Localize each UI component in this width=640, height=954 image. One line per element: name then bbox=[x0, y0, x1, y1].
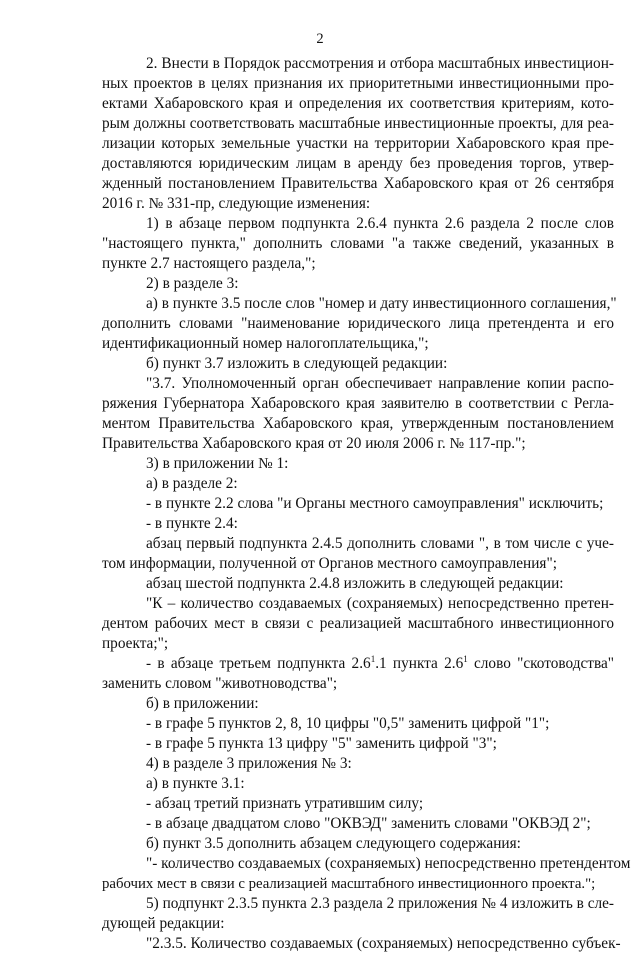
text-line: ряжения Губернатора Хабаровского края заявителю в соответствии с Регла- bbox=[102, 395, 614, 412]
text-line: - в абзаце двадцатом слово "ОКВЭД" заменить словами "ОКВЭД 2"; bbox=[146, 815, 591, 832]
text-line: - в графе 5 пунктов 2, 8, 10 цифры "0,5" заменить цифрой "1"; bbox=[146, 715, 550, 732]
text-fragment: слово "скотоводства" bbox=[467, 655, 615, 672]
text-line: ментом Правительства Хабаровского края, утвержденным постановлением bbox=[102, 415, 614, 432]
text-line: том информации, полученной от Органов местного самоуправления"; bbox=[102, 555, 557, 572]
text-line: "3.7. Уполномоченный орган обеспечивает направление копии распо- bbox=[146, 375, 614, 392]
text-line: б) пункт 3.7 изложить в следующей редакции: bbox=[146, 355, 448, 372]
text-line: дующей редакции: bbox=[102, 915, 225, 932]
text-fragment: .1 пункта 2.6 bbox=[375, 655, 464, 672]
superscript: 1 bbox=[370, 654, 376, 664]
text-line: - в пункте 2.4: bbox=[146, 515, 238, 532]
text-line: - в пункте 2.2 слова "и Органы местного самоуправления" исключить; bbox=[146, 495, 604, 512]
text-line: дентом рабочих мест в связи с реализацией масштабного инвестиционного bbox=[102, 615, 614, 632]
text-line: 2016 г. № 331-пр, следующие изменения: bbox=[102, 195, 371, 212]
text-line: - в графе 5 пункта 13 цифру "5" заменить цифрой "3"; bbox=[146, 735, 497, 752]
text-line: "настоящего пункта," дополнить словами "а также сведений, указанных в bbox=[102, 235, 614, 252]
text-line: заменить словом "животноводства"; bbox=[102, 675, 338, 692]
text-line: б) пункт 3.5 дополнить абзацем следующего содержания: bbox=[146, 835, 521, 852]
superscript: 1 bbox=[463, 654, 468, 664]
text-line: 5) подпункт 2.3.5 пункта 2.3 раздела 2 приложения № 4 изложить в сле- bbox=[146, 895, 615, 912]
text-line: 2. Внести в Порядок рассмотрения и отбора масштабных инвестицион- bbox=[146, 55, 614, 72]
text-line: рабочих мест в связи с реализацией масштабного инвестиционного проекта."; bbox=[102, 876, 596, 892]
text-fragment: - в абзаце третьем подпункта 2.6 bbox=[146, 655, 371, 672]
text-line: идентификационный номер налогоплательщика,"; bbox=[102, 335, 429, 352]
text-line: абзац шестой подпункта 2.4.8 изложить в следующей редакции: bbox=[146, 575, 564, 592]
text-line: жденный постановлением Правительства Хабаровского края от 26 сентября bbox=[102, 175, 614, 192]
text-line: 1) в абзаце первом подпункта 2.6.4 пункта 2.6 раздела 2 после слов bbox=[146, 215, 614, 232]
text-line: дополнить словами "наименование юридического лица претендента и его bbox=[102, 315, 614, 332]
text-line: лизации которых земельные участки на территории Хабаровского края пре- bbox=[102, 135, 614, 152]
text-line: рым должны соответствовать масштабные инвестиционные проекты, для реа- bbox=[102, 115, 614, 132]
text-line: "- количество создаваемых (сохраняемых) непосредственно претендентом bbox=[146, 855, 631, 872]
text-line: 2) в разделе 3: bbox=[146, 275, 239, 292]
text-line: 4) в разделе 3 приложения № 3: bbox=[146, 755, 352, 772]
page-number: 2 bbox=[316, 31, 324, 47]
text-line: Правительства Хабаровского края от 20 июля 2006 г. № 117-пр."; bbox=[102, 435, 526, 452]
text-line: "К – количество создаваемых (сохраняемых) непосредственно претен- bbox=[146, 595, 614, 612]
text-line: ных проектов в целях признания их приоритетными инвестиционными про- bbox=[102, 75, 614, 92]
text-line: проекта;"; bbox=[102, 635, 169, 652]
text-line: а) в пункте 3.1: bbox=[146, 775, 245, 792]
text-line: б) в приложении: bbox=[146, 695, 259, 712]
text-line: доставляются юридическим лицам в аренду без проведения торгов, утвер- bbox=[102, 155, 614, 172]
text-line: пункте 2.7 настоящего раздела,"; bbox=[102, 255, 316, 272]
text-line: ектами Хабаровского края и определения их соответствия критериям, кото- bbox=[102, 95, 614, 112]
text-line: а) в разделе 2: bbox=[146, 475, 238, 492]
text-line: 3) в приложении № 1: bbox=[146, 455, 289, 472]
text-line: - абзац третий признать утратившим силу; bbox=[146, 795, 424, 812]
text-line: абзац первый подпункта 2.4.5 дополнить словами ", в том числе с уче- bbox=[146, 535, 614, 552]
text-line: а) в пункте 3.5 после слов "номер и дату инвестиционного соглашения," bbox=[146, 295, 617, 312]
text-line-superscript bbox=[146, 654, 614, 674]
text-line: "2.3.5. Количество создаваемых (сохраняемых) непосредственно субъек- bbox=[146, 935, 621, 952]
